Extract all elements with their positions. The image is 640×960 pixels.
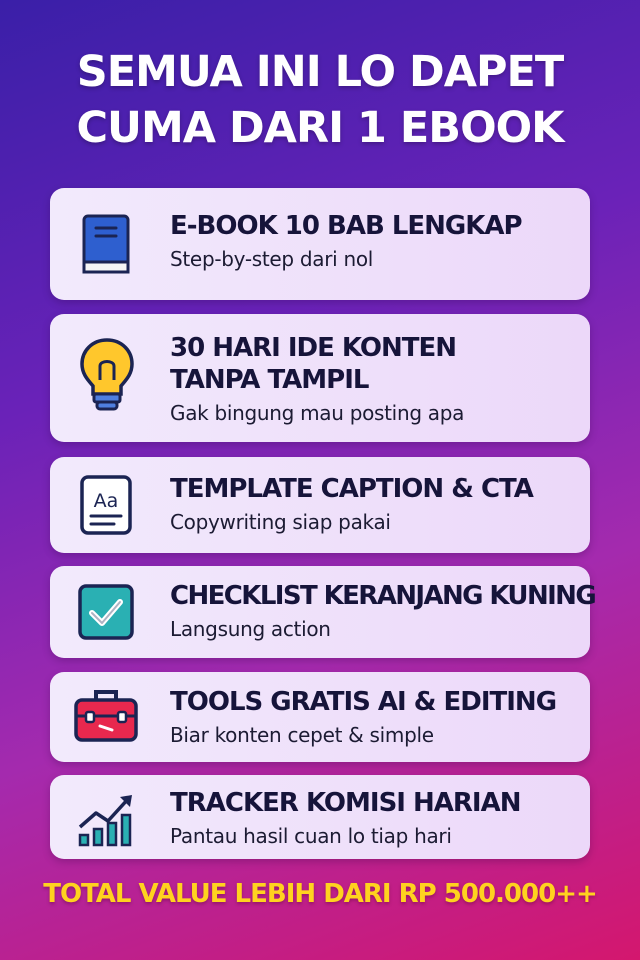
feature-title: TRACKER KOMISI HARIAN — [170, 788, 521, 818]
feature-subtitle: Step-by-step dari nol — [170, 247, 374, 271]
feature-card-tracker — [50, 775, 590, 859]
lightbulb-icon — [76, 336, 138, 414]
growth-chart-icon — [74, 787, 138, 851]
feature-subtitle: Copywriting siap pakai — [170, 510, 391, 534]
book-icon — [74, 212, 138, 276]
feature-subtitle: Langsung action — [170, 617, 331, 641]
feature-card-ebook — [50, 188, 590, 300]
feature-subtitle: Pantau hasil cuan lo tiap hari — [170, 824, 452, 848]
feature-card-tools — [50, 672, 590, 762]
toolbox-icon — [72, 684, 140, 748]
headline — [0, 44, 640, 156]
feature-title: TOOLS GRATIS AI & EDITING — [170, 687, 557, 717]
feature-card-caption-template — [50, 457, 590, 553]
headline-line-1: SEMUA INI LO DAPET — [76, 47, 564, 97]
icon-label: Aa — [93, 490, 119, 512]
total-value-banner: TOTAL VALUE LEBIH DARI RP 500.000++ — [43, 879, 597, 909]
headline-line-2: CUMA DARI 1 EBOOK — [76, 103, 564, 153]
feature-card-content-ideas — [50, 314, 590, 442]
document-text-icon — [74, 473, 138, 537]
feature-card-checklist — [50, 566, 596, 658]
feature-title: CHECKLIST KERANJANG KUNING — [170, 581, 596, 611]
checkbox-icon — [74, 580, 138, 644]
feature-title-line-1: 30 HARI IDE KONTEN — [170, 333, 457, 363]
feature-title: E-BOOK 10 BAB LENGKAP — [170, 211, 522, 241]
feature-title-line-2: TANPA TAMPIL — [170, 365, 369, 395]
feature-title: TEMPLATE CAPTION & CTA — [170, 474, 533, 504]
feature-subtitle: Gak bingung mau posting apa — [170, 401, 465, 425]
feature-subtitle: Biar konten cepet & simple — [170, 723, 434, 747]
